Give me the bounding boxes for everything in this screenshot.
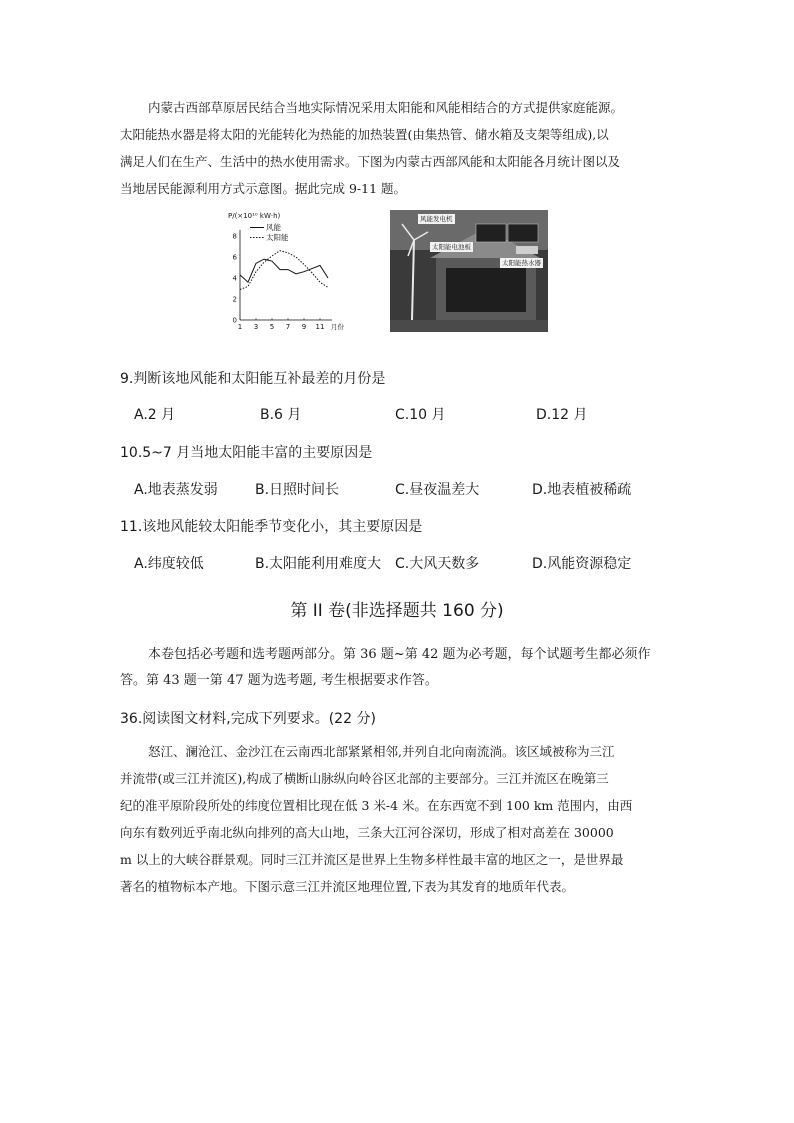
chart-y-axis-label: P/(×10¹⁰ kW·h) — [228, 212, 281, 220]
chart-x-tick-label: 7 — [285, 323, 291, 331]
chart-x-tick-label: 3 — [253, 323, 259, 331]
solar-panel — [476, 224, 506, 242]
option-a: A.2 月 — [134, 407, 176, 423]
chart-series — [240, 251, 328, 290]
legend-label: 风能 — [266, 223, 281, 232]
section-title: 第 II 卷(非选择题共 160 分) — [290, 601, 504, 621]
intro-line: 太阳能热水器是将太阳的光能转化为热能的加热装置(由集热管、储水箱及支架等组成),以 — [120, 127, 609, 142]
label-wind-turbine: 风能发电机 — [420, 215, 453, 223]
material-line: 并流带(或三江并流区),构成了横断山脉纵向岭谷区北部的主要部分。三江并流区在晚第三 — [120, 771, 609, 786]
label-water-heater: 太阳能热水器 — [502, 259, 541, 267]
option-b: B.太阳能利用难度大 — [255, 556, 382, 572]
solar-panel — [508, 224, 538, 242]
intro-line: 内蒙古西部草原居民结合当地实际情况采用太阳能和风能相结合的方式提供家庭能源。 — [148, 100, 624, 115]
option-d: D.地表植被稀疏 — [532, 482, 632, 498]
chart-x-tick-label: 5 — [269, 323, 275, 331]
option-d: D.12 月 — [536, 407, 588, 423]
option-b: B.6 月 — [260, 407, 302, 423]
option-c: C.昼夜温差大 — [395, 482, 480, 498]
chart-series-line-1 — [240, 259, 328, 282]
chart-y-tick-label: 6 — [232, 253, 237, 262]
house-illustration — [390, 210, 548, 332]
question-10-options — [134, 479, 694, 499]
chart-y-tick-label: 2 — [232, 295, 237, 304]
chart-x-tick-label: 11 — [315, 323, 325, 331]
legend-label: 太阳能 — [266, 233, 289, 242]
chart-x-axis-label: 月份 — [331, 323, 344, 331]
material-line: m 以上的大峡谷群景观。同时三江并流区是世界上生物多样性最丰富的地区之一，是世界最 — [120, 852, 624, 867]
water-heater — [516, 246, 538, 254]
material-line: 向东有数列近乎南北纵向排列的高大山地，三条大江河谷深切，形成了相对高差在 30000 — [120, 825, 614, 840]
option-b: B.日照时间长 — [255, 482, 340, 498]
material-line: 纪的准平原阶段所处的纬度位置相比现在低 3 米-4 米。在东西宽不到 100 km 范围内，由西 — [120, 798, 633, 813]
question-36: 36.阅读图文材料,完成下列要求。(22 分) — [120, 711, 376, 727]
energy-line-chart — [226, 208, 344, 332]
intro-line: 当地居民能源利用方式示意图。据此完成 9-11 题。 — [120, 181, 407, 196]
question-9: 9.判断该地风能和太阳能互补最差的月份是 — [120, 371, 386, 387]
option-a: A.纬度较低 — [134, 556, 204, 572]
chart-x-tick-label: 1 — [237, 323, 243, 331]
question-11: 11.该地风能较太阳能季节变化小，其主要原因是 — [120, 519, 423, 535]
chart-legend — [250, 222, 289, 242]
material-line: 著名的植物标本产地。下图示意三江并流区地理位置,下表为其发育的地质年代表。 — [120, 879, 574, 894]
option-d: D.风能资源稳定 — [532, 556, 632, 572]
instruction-line: 答。第 43 题一第 47 题为选考题, 考生根据要求作答。 — [120, 673, 438, 688]
instruction-line: 本卷包括必考题和选考题两部分。第 36 题~第 42 题为必考题，每个试题考生都必须作 — [148, 647, 651, 662]
question-11-options — [134, 553, 694, 573]
chart-y-tick-label: 0 — [232, 316, 237, 325]
material-line: 怒江、澜沧江、金沙江在云南西北部紧紧相邻,并列自北向南流淌。该区域被称为三江 — [148, 744, 615, 759]
intro-line: 满足人们在生产、生活中的热水使用需求。下图为内蒙古西部风能和太阳能各月统计图以及 — [120, 154, 621, 169]
material-paragraph — [120, 738, 676, 900]
option-c: C.大风天数多 — [395, 556, 480, 572]
option-a: A.地表蒸发弱 — [134, 482, 218, 498]
label-solar-cell: 太阳能电池板 — [432, 243, 471, 251]
house-interior — [446, 268, 526, 312]
chart-axes — [233, 230, 345, 331]
energy-usage-photo — [390, 210, 548, 332]
chart-x-tick-label: 9 — [301, 323, 307, 331]
question-10: 10.5~7 月当地太阳能丰富的主要原因是 — [120, 445, 373, 461]
question-9-options — [134, 404, 694, 424]
instructions-paragraph — [120, 642, 676, 694]
option-c: C.10 月 — [395, 407, 446, 423]
chart-y-tick-label: 8 — [232, 232, 237, 241]
chart-y-tick-label: 4 — [232, 274, 237, 283]
intro-paragraph — [120, 94, 676, 202]
